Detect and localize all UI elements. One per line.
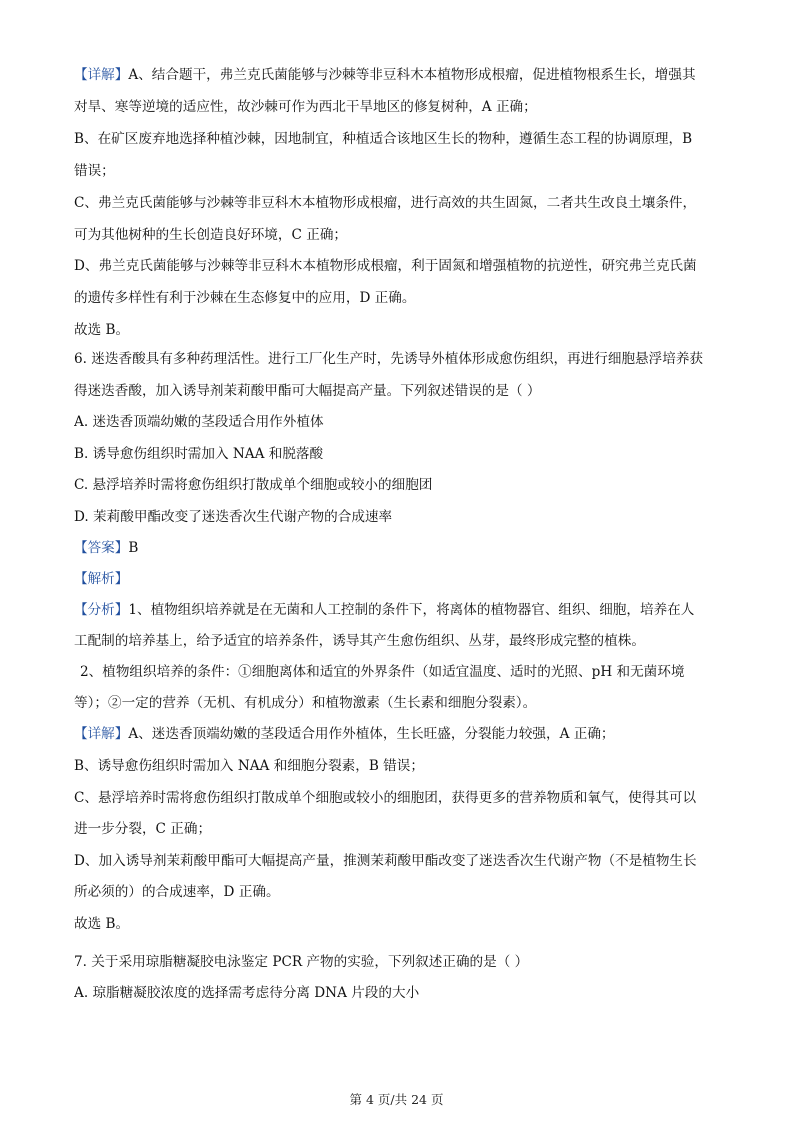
option-b xyxy=(74,445,724,463)
line-text: C. 悬浮培养时需将愈伤组织打散成单个细胞或较小的细胞团 xyxy=(74,477,433,493)
page-footer: 第 4 页/共 24 页 xyxy=(349,1092,444,1107)
line-text: 可为其他树种的生长创造良好环境，C 正确； xyxy=(74,227,348,243)
question-stem xyxy=(74,350,724,368)
text-line xyxy=(74,820,724,838)
section-tag: 【分析】 xyxy=(74,602,129,618)
text-line xyxy=(74,757,724,775)
text-line xyxy=(74,694,724,712)
line-text: 6. 迷迭香酸具有多种药理活性。进行工厂化生产时，先诱导外植体形成愈伤组织，再进行细胞悬浮培养获 xyxy=(74,351,704,367)
line-text: 所必须的）的合成速率，D 正确。 xyxy=(74,884,280,900)
text-line xyxy=(80,663,730,681)
line-text: 2、植物组织培养的条件：①细胞离体和适宜的外界条件（如适宜温度、适时的光照、pH 和无菌环境 xyxy=(80,664,685,680)
option-a xyxy=(74,984,724,1002)
text-line xyxy=(74,226,724,244)
section-tag: 【解析】 xyxy=(74,571,129,587)
line-text: D、弗兰克氏菌能够与沙棘等非豆科木本植物形成根瘤，利于固氮和增强植物的抗逆性，研究弗兰克氏菌 xyxy=(74,258,697,274)
line-text: B xyxy=(128,540,139,556)
analysis-heading xyxy=(74,570,724,588)
line-text: 故选 B。 xyxy=(74,916,130,932)
line-text: 得迷迭香酸，加入诱导剂茉莉酸甲酯可大幅提高产量。下列叙述错误的是（ ） xyxy=(74,383,541,399)
section-tag: 【详解】 xyxy=(74,726,129,742)
line-text: 故选 B。 xyxy=(74,322,130,338)
text-line xyxy=(74,162,724,180)
line-text: 错误； xyxy=(74,163,115,179)
line-text: 对旱、寒等逆境的适应性，故沙棘可作为西北干旱地区的修复树种，A 正确； xyxy=(74,99,537,115)
section-tag: 【详解】 xyxy=(74,67,129,83)
text-line xyxy=(74,289,724,307)
option-c xyxy=(74,476,724,494)
line-text: 7. 关于采用琼脂糖凝胶电泳鉴定 PCR 产物的实验，下列叙述正确的是（ ） xyxy=(74,954,529,970)
line-text: A、结合题干，弗兰克氏菌能够与沙棘等非豆科木本植物形成根瘤，促进植物根系生长，增强其 xyxy=(128,67,696,83)
text-line xyxy=(74,130,724,148)
line-text: 等）；②一定的营养（无机、有机成分）和植物激素（生长素和细胞分裂素）。 xyxy=(74,695,537,711)
text-line xyxy=(74,194,724,212)
text-line xyxy=(74,601,724,619)
text-line xyxy=(74,852,724,870)
line-text: B、诱导愈伤组织时需加入 NAA 和细胞分裂素，B 错误； xyxy=(74,758,424,774)
option-d xyxy=(74,508,724,526)
line-text: A. 迷迭香顶端幼嫩的茎段适合用作外植体 xyxy=(74,414,324,430)
text-line xyxy=(74,66,724,84)
answer-line xyxy=(74,539,724,557)
text-line xyxy=(74,789,724,807)
line-text: D. 茉莉酸甲酯改变了迷迭香次生代谢产物的合成速率 xyxy=(74,509,393,525)
text-line xyxy=(74,632,724,650)
text-line xyxy=(74,725,724,743)
line-text: C、悬浮培养时需将愈伤组织打散成单个细胞或较小的细胞团，获得更多的营养物质和氧气，使得其可以 xyxy=(74,790,697,806)
text-line xyxy=(74,321,724,339)
line-text: 进一步分裂，C 正确； xyxy=(74,821,212,837)
line-text: 的遗传多样性有利于沙棘在生态修复中的应用，D 正确。 xyxy=(74,290,416,306)
section-tag: 【答案】 xyxy=(74,540,129,556)
line-text: C、弗兰克氏菌能够与沙棘等非豆科木本植物形成根瘤，进行高效的共生固氮，二者共生改良土壤条件， xyxy=(74,195,697,211)
text-line xyxy=(74,257,724,275)
line-text: 工配制的培养基上，给予适宜的培养条件，诱导其产生愈伤组织、丛芽，最终形成完整的植株。 xyxy=(74,633,645,649)
line-text: D、加入诱导剂茉莉酸甲酯可大幅提高产量，推测茉莉酸甲酯改变了迷迭香次生代谢产物（不是植物生长 xyxy=(74,853,697,869)
option-a xyxy=(74,413,724,431)
text-line xyxy=(74,98,724,116)
line-text: A. 琼脂糖凝胶浓度的选择需考虑待分离 DNA 片段的大小 xyxy=(74,985,420,1001)
question-stem xyxy=(74,382,724,400)
line-text: A、迷迭香顶端幼嫩的茎段适合用作外植体，生长旺盛，分裂能力较强，A 正确； xyxy=(128,726,615,742)
line-text: 1、植物组织培养就是在无菌和人工控制的条件下，将离体的植物器官、组织、细胞，培养在人 xyxy=(128,602,695,618)
question-stem xyxy=(74,953,724,971)
text-line xyxy=(74,883,724,901)
line-text: B、在矿区废弃地选择种植沙棘，因地制宜，种植适合该地区生长的物种，遵循生态工程的协调原理，B xyxy=(74,131,693,147)
text-line xyxy=(74,915,724,933)
line-text: B. 诱导愈伤组织时需加入 NAA 和脱落酸 xyxy=(74,446,324,462)
